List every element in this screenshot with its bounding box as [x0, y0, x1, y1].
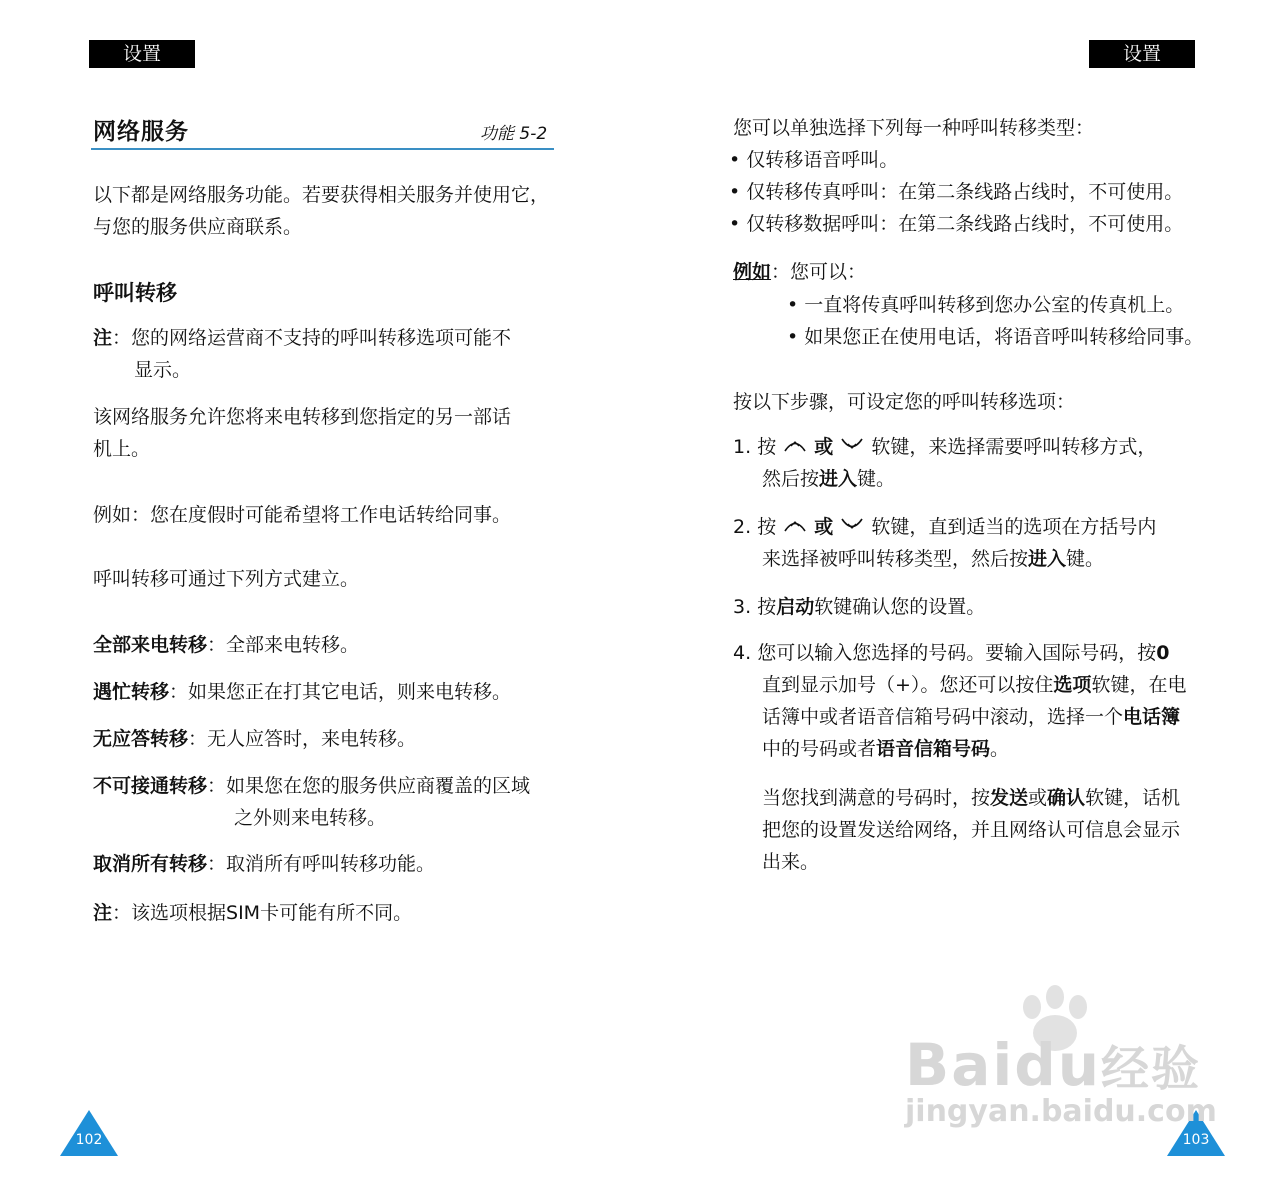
- note-1: 注：您的网络运营商不支持的呼叫转移选项可能不: [93, 327, 512, 349]
- example-text: 例如：您在度假时可能希望将工作电话转给同事。: [93, 504, 512, 526]
- up-key-icon: [782, 434, 808, 456]
- example-line: 例如：您可以：: [733, 261, 867, 283]
- list-item: • 仅转移语音呼叫。: [729, 149, 899, 171]
- option-all: 全部来电转移：全部来电转移。: [93, 634, 360, 656]
- right-header: 设置: [1089, 40, 1195, 68]
- list-item: • 一直将传真呼叫转移到您办公室的传真机上。: [787, 294, 1185, 316]
- intro-text: 以下都是网络服务功能。若要获得相关服务并使用它， 与您的服务供应商联系。: [93, 184, 550, 238]
- list-item: • 如果您正在使用电话，将语音呼叫转移给同事。: [787, 326, 1204, 348]
- note-1-cont: 显示。: [134, 359, 192, 381]
- after-paragraph: 当您找到满意的号码时，按发送或确认软键，话机 把您的设置发送给网络，并且网络认可信息会显示 出来。: [762, 787, 1181, 873]
- step-2: 2. 按 或 软键，直到适当的选项在方括号内: [733, 516, 1157, 538]
- step-4-line-2: 直到显示加号（+）。您还可以按住选项软键，在电: [762, 674, 1187, 696]
- example-list: [787, 289, 1203, 353]
- option-unreachable: 不可接通转移：如果您在您的服务供应商覆盖的区域: [93, 775, 531, 797]
- types-intro: 您可以单独选择下列每一种呼叫转移类型：: [733, 117, 1095, 139]
- step-4: 4. 您可以输入您选择的号码。要输入国际号码，按0: [733, 642, 1170, 664]
- page-number-left: 102: [75, 1132, 103, 1148]
- option-unreachable-cont: 之外则来电转移。: [234, 807, 387, 829]
- page-number-right: 103: [1182, 1132, 1210, 1148]
- watermark-brand: Baidu经验: [905, 1031, 1202, 1099]
- step-4-line-4: 中的号码或者语音信箱号码。: [762, 738, 1010, 760]
- left-header: 设置: [89, 40, 195, 68]
- list-item: • 仅转移传真呼叫：在第二条线路占线时，不可使用。: [729, 181, 1184, 203]
- types-list: [729, 144, 1183, 240]
- step-2-cont: 来选择被呼叫转移类型，然后按进入键。: [762, 548, 1105, 570]
- step-4-line-3: 话簿中或者语音信箱号码中滚动，选择一个电话簿: [762, 706, 1181, 728]
- list-item: • 仅转移数据呼叫：在第二条线路占线时，不可使用。: [729, 213, 1184, 235]
- subtitle: 呼叫转移: [93, 281, 177, 305]
- option-cancel: 取消所有转移：取消所有呼叫转移功能。: [93, 853, 436, 875]
- function-ref: 功能 5-2: [480, 124, 548, 144]
- up-key-icon: [782, 514, 808, 536]
- page-title: 网络服务: [93, 119, 189, 145]
- steps-intro: 按以下步骤，可设定您的呼叫转移选项：: [733, 391, 1076, 413]
- step-3: 3. 按启动软键确认您的设置。: [733, 596, 986, 618]
- description: 该网络服务允许您将来电转移到您指定的另一部话 机上。: [93, 406, 512, 460]
- down-key-icon: [839, 514, 865, 536]
- watermark-url: jingyan.baidu.com: [905, 1094, 1217, 1129]
- down-key-icon: [839, 434, 865, 456]
- title-rule: [91, 148, 554, 150]
- note-2: 注：该选项根据SIM卡可能有所不同。: [93, 902, 413, 924]
- step-1-cont: 然后按进入键。: [762, 468, 896, 490]
- option-no-answer: 无应答转移：无人应答时，来电转移。: [93, 728, 417, 750]
- methods-text: 呼叫转移可通过下列方式建立。: [93, 568, 360, 590]
- option-busy: 遇忙转移：如果您正在打其它电话，则来电转移。: [93, 681, 512, 703]
- step-1: 1. 按 或 软键，来选择需要呼叫转移方式，: [733, 436, 1157, 458]
